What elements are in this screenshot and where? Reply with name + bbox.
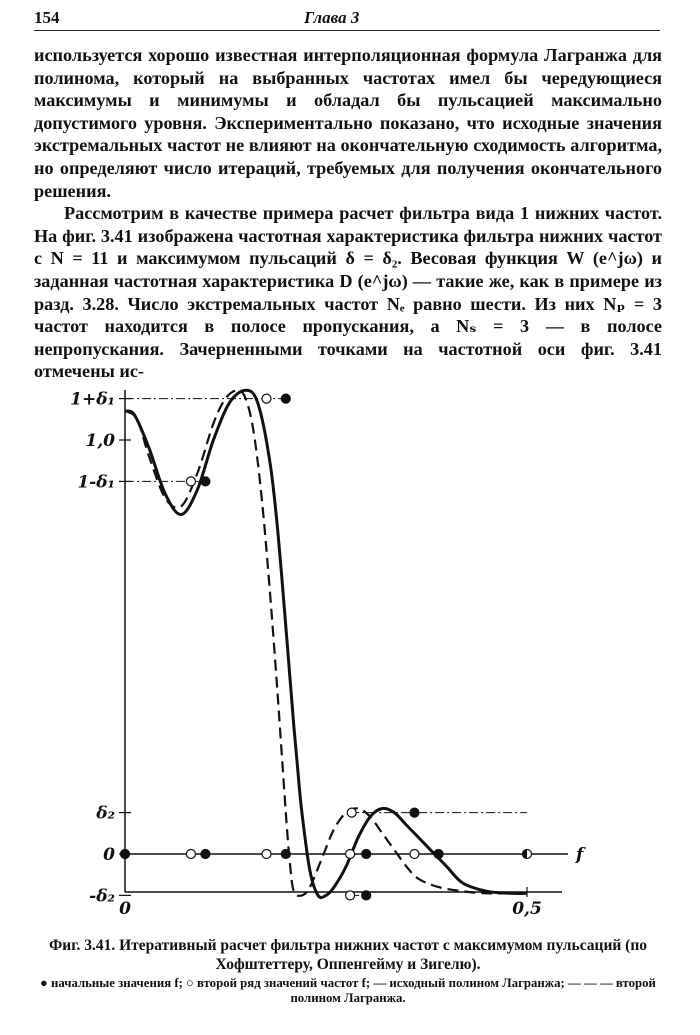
- y-tick-label: δ₂: [96, 803, 115, 824]
- half-filled-marker: [523, 850, 532, 859]
- y-tick-label: 0: [103, 845, 115, 865]
- page-header: [34, 6, 660, 31]
- second-lagrange-curve: [125, 390, 527, 896]
- filled-marker: [201, 850, 210, 859]
- axes: [125, 390, 568, 892]
- x-axis-label: f: [576, 845, 584, 865]
- open-marker: [186, 477, 195, 486]
- y-tick-label: -δ₂: [89, 886, 115, 907]
- figure-3-41: [70, 380, 610, 925]
- y-tick-label: 1,0: [85, 431, 115, 451]
- open-marker: [347, 808, 356, 817]
- open-marker: [346, 891, 355, 900]
- open-marker: [262, 850, 271, 859]
- paragraph-2: Рассмотрим в качестве примера расчет фильтра вида 1 нижних частот. На фиг. 3.41 изображена частотная характеристика фильтра нижних частот с N = 11 и максимумом пульсаций δ = δ₂. Весовая функция W (e^jω) и заданная частотная характеристика D (e^jω) — такие же, как в примере из разд. 3.28. Число экстремальных частот Nₑ равно шести. Из них Nₚ = 3 частот находится в полосе пропускания, а Nₛ = 3 — в полосе непропускания. Зачерненными точками на частотной оси фиг. 3.41 отмечены ис-: [34, 203, 662, 382]
- y-tick-label: 1-δ₁: [77, 472, 115, 493]
- filled-marker: [281, 850, 290, 859]
- x-tick-label-0: 0: [119, 899, 131, 919]
- page-number: 154: [34, 8, 60, 27]
- figure-legend: ● начальные значения f; ○ второй ряд значений частот f; — исходный полином Лагранжа; — — — второй полином Лагранжа.: [40, 976, 656, 1005]
- open-marker: [346, 850, 355, 859]
- filled-marker: [434, 850, 443, 859]
- figure-caption: Фиг. 3.41. Итеративный расчет фильтра нижних частот с максимумом пульсаций (по Хофштеттеру, Оппенгейму и Зигелю).: [48, 937, 648, 973]
- filled-marker: [121, 850, 130, 859]
- markers: [121, 394, 532, 900]
- filled-marker: [281, 394, 290, 403]
- chapter-title: Глава 3: [304, 8, 360, 27]
- body-text: [34, 44, 662, 383]
- guides: [125, 399, 527, 896]
- initial-lagrange-curve: [125, 390, 527, 897]
- open-marker: [186, 850, 195, 859]
- filled-marker: [362, 850, 371, 859]
- y-ticks: [70, 390, 131, 907]
- curves: [125, 390, 527, 897]
- filled-marker: [362, 891, 371, 900]
- filled-marker: [410, 808, 419, 817]
- open-marker: [410, 850, 419, 859]
- paragraph-1: используется хорошо известная интерполяционная формула Лагранжа для полинома, который на выбранных частотах имел бы чередующиеся максимумы и минимумы и обладал бы пульсацией максимально допустимого уровня. Экспериментально показано, что исходные значения экстремальных частот не влияют на окончательную сходимость алгоритма, но определяют число итераций, требуемых для получения окончательного решения.: [34, 45, 662, 201]
- filled-marker: [201, 477, 210, 486]
- y-tick-label: 1+δ₁: [70, 389, 115, 410]
- open-marker: [262, 394, 271, 403]
- x-tick-label-05: 0,5: [512, 899, 542, 919]
